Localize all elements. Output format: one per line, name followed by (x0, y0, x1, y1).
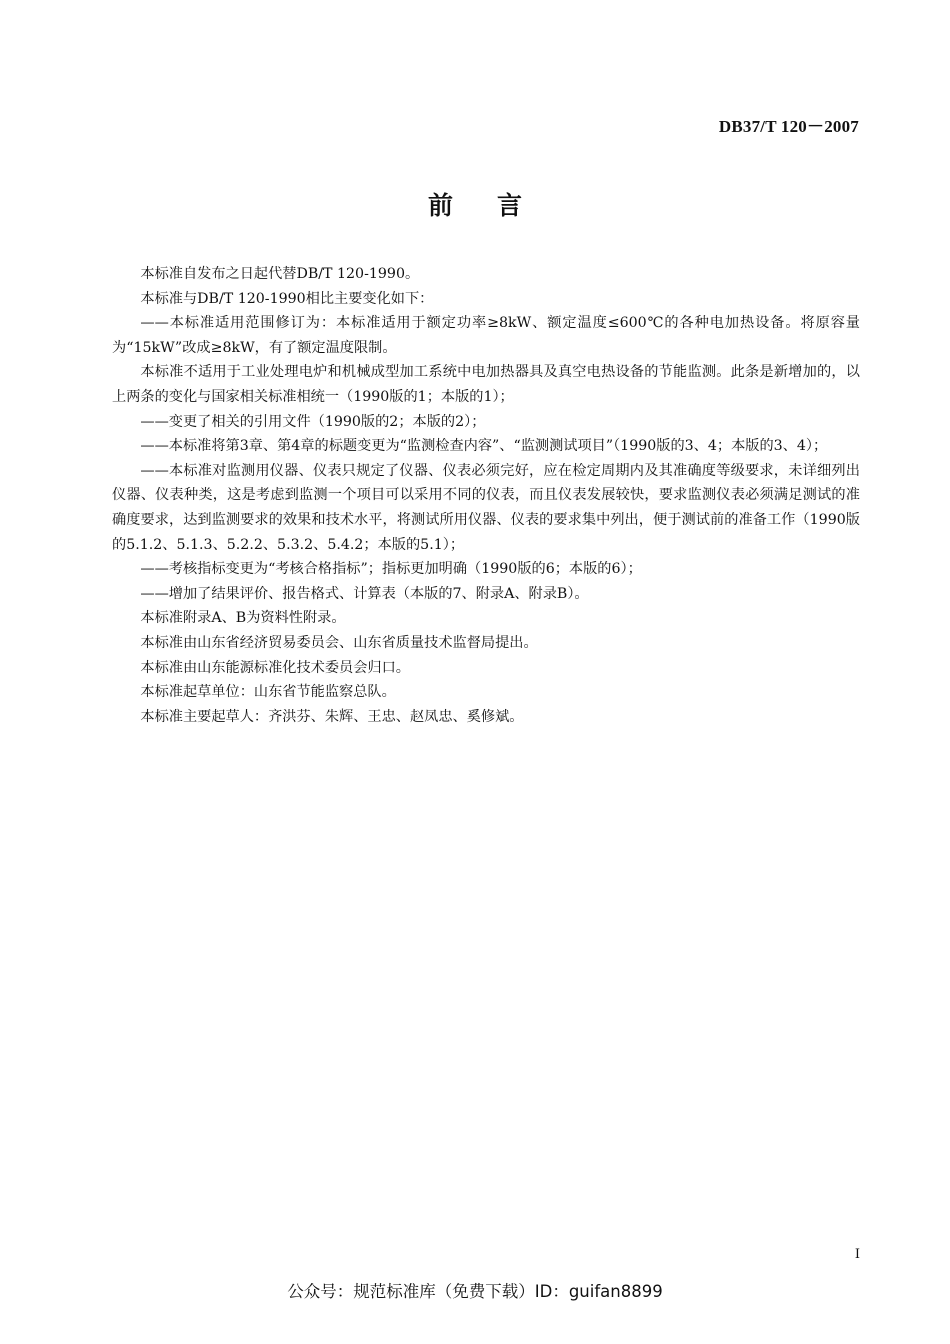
paragraph-8: ——考核指标变更为“考核合格指标”；指标更加明确（1990版的6；本版的6）； (140, 561, 642, 578)
watermark-text: 公众号：规范标准库（免费下载）ID：guifan8899 (287, 1282, 663, 1301)
paragraph-14: 本标准主要起草人：齐洪芬、朱辉、王忠、赵凤忠、奚修斌。 (140, 708, 524, 725)
document-code: DB37/T 120－2007 (718, 117, 859, 136)
paragraph-5: ——变更了相关的引用文件（1990版的2；本版的2）； (140, 413, 486, 430)
paragraph-11: 本标准由山东省经济贸易委员会、山东省质量技术监督局提出。 (140, 634, 538, 651)
paragraph-13: 本标准起草单位：山东省节能监察总队。 (140, 684, 396, 701)
paragraph-7: ——本标准对监测用仪器、仪表只规定了仪器、仪表必须完好，应在检定周期内及其准确度等级要求，未详细列出仪器、仪表种类，这是考虑到监测一个项目可以采用不同的仪表，而且仪表发展较快，要求监测仪表必须满足测试的准确度要求，达到监测要求的效果和技术水平，将测试所用仪器、仪表的要求集中列出，便于测试前的准备工作（1990版的5.1.2、5.1.3、5.2.2、5.3.2、5.4.2；本版的5.1）； (112, 462, 860, 553)
foreword-body (112, 262, 860, 729)
paragraph-6: ——本标准将第3章、第4章的标题变更为“监测检查内容”、“监测测试项目”（1990版的3、4；本版的3、4）； (140, 438, 828, 455)
paragraph-12: 本标准由山东能源标准化技术委员会归口。 (140, 659, 410, 676)
paragraph-10: 本标准附录A、B为资料性附录。 (140, 610, 346, 627)
page-number: I (854, 1247, 860, 1262)
paragraph-2: 本标准与DB/T 120-1990相比主要变化如下： (140, 290, 434, 307)
paragraph-4: 本标准不适用于工业处理电炉和机械成型加工系统中电加热器具及真空电热设备的节能监测。此条是新增加的，以上两条的变化与国家相关标准相统一（1990版的1；本版的1）； (112, 364, 860, 405)
page-title: 前言 (427, 191, 566, 220)
paragraph-3: ——本标准适用范围修订为：本标准适用于额定功率≥8kW、额定温度≤600℃的各种电加热设备。将原容量为“15kW”改成≥8kW，有了额定温度限制。 (112, 315, 860, 356)
paragraph-9: ——增加了结果评价、报告格式、计算表（本版的7、附录A、附录B）。 (140, 585, 589, 602)
paragraph-1: 本标准自发布之日起代替DB/T 120-1990。 (140, 266, 420, 282)
